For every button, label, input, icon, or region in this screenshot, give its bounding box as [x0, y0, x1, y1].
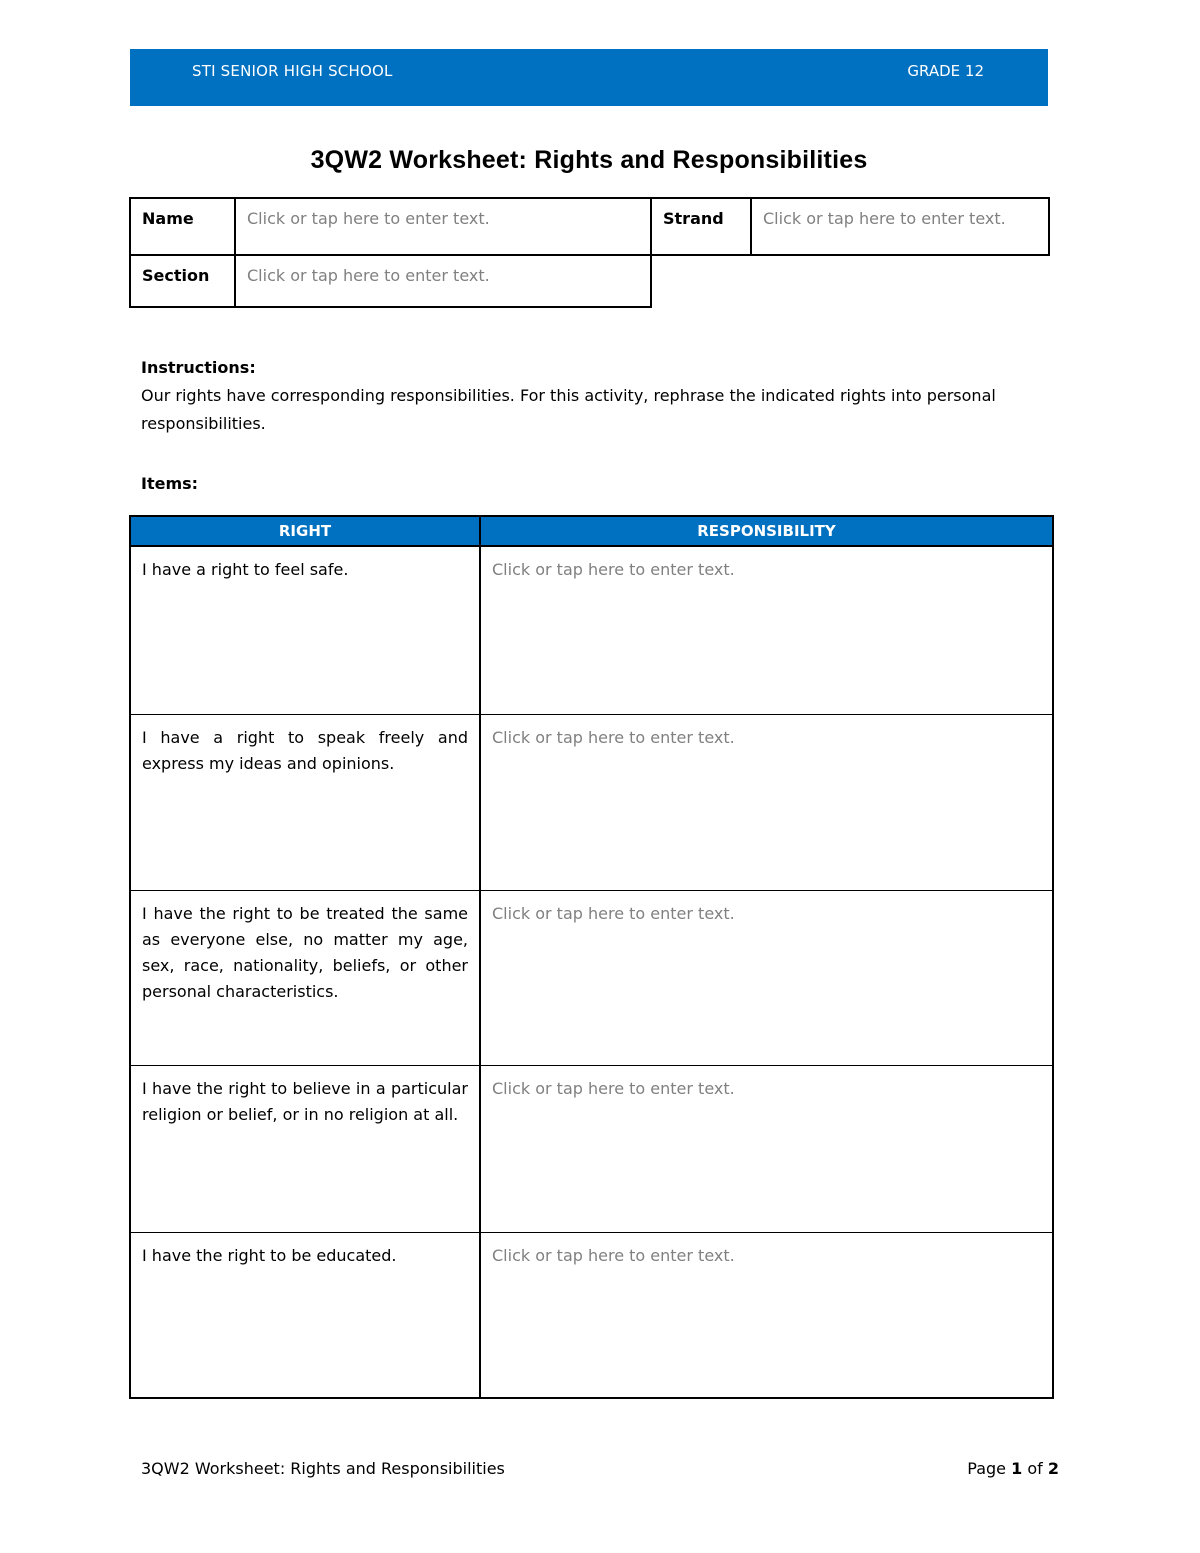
blank-cell — [651, 255, 1049, 307]
school-name: STI SENIOR HIGH SCHOOL — [192, 62, 393, 80]
responsibility-field[interactable]: Click or tap here to enter text. — [480, 1232, 1053, 1398]
student-info-table — [129, 197, 1050, 308]
right-text: I have a right to speak freely and express my ideas and opinions. — [130, 714, 480, 890]
responsibility-field[interactable]: Click or tap here to enter text. — [480, 890, 1053, 1065]
rights-table — [129, 515, 1054, 1399]
right-text: I have the right to be educated. — [130, 1232, 480, 1398]
instructions-heading: Instructions: — [141, 358, 256, 377]
grade-level: GRADE 12 — [907, 62, 984, 80]
page-word: Page — [967, 1459, 1007, 1478]
right-text: I have the right to be treated the same as everyone else, no matter my age, sex, race, nationality, beliefs, or other personal characteristics. — [130, 890, 480, 1065]
table-row — [130, 890, 1053, 1065]
table-row — [130, 546, 1053, 714]
col-header-right: RIGHT — [130, 516, 480, 546]
table-row — [130, 1232, 1053, 1398]
responsibility-field[interactable]: Click or tap here to enter text. — [480, 546, 1053, 714]
header-band — [130, 49, 1048, 106]
footer-doc-title: 3QW2 Worksheet: Rights and Responsibilities — [141, 1459, 505, 1478]
right-text: I have a right to feel safe. — [130, 546, 480, 714]
of-word: of — [1027, 1459, 1043, 1478]
name-field[interactable]: Click or tap here to enter text. — [235, 198, 651, 255]
col-header-responsibility: RESPONSIBILITY — [480, 516, 1053, 546]
responsibility-field[interactable]: Click or tap here to enter text. — [480, 714, 1053, 890]
page-title: 3QW2 Worksheet: Rights and Responsibilities — [310, 146, 868, 174]
instructions-block — [141, 354, 1011, 438]
instructions-text: Our rights have corresponding responsibilities. For this activity, rephrase the indicated rights into personal responsibilities. — [141, 386, 996, 433]
items-label: Items: — [141, 474, 199, 493]
page-current: 1 — [1011, 1459, 1023, 1478]
section-field[interactable]: Click or tap here to enter text. — [235, 255, 651, 307]
strand-field[interactable]: Click or tap here to enter text. — [751, 198, 1049, 255]
strand-label: Strand — [651, 198, 751, 255]
responsibility-field[interactable]: Click or tap here to enter text. — [480, 1065, 1053, 1232]
table-row — [130, 714, 1053, 890]
right-text: I have the right to believe in a particular religion or belief, or in no religion at all. — [130, 1065, 480, 1232]
section-label: Section — [130, 255, 235, 307]
page-total: 2 — [1047, 1459, 1059, 1478]
footer-page-number — [967, 1459, 1059, 1478]
table-row — [130, 1065, 1053, 1232]
name-label: Name — [130, 198, 235, 255]
